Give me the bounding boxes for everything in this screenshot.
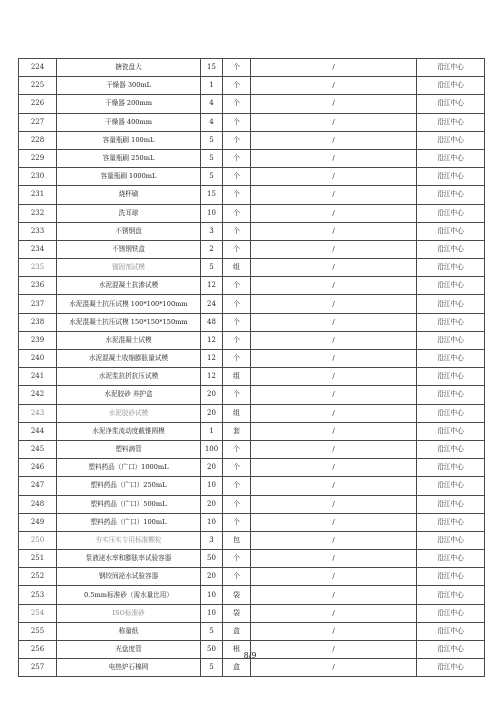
item-name: 塑料药品（广口）100mL <box>57 513 201 531</box>
item-name: 水泥胶砂试模 <box>57 404 201 422</box>
table-row <box>19 495 485 513</box>
item-name: 泵液泌水率和膨胀率试验容器 <box>57 550 201 568</box>
item-quantity: 5 <box>201 622 223 640</box>
row-number: 247 <box>19 477 57 495</box>
item-name: 光盘度管 <box>57 641 201 659</box>
item-unit: 个 <box>223 95 251 113</box>
row-number: 234 <box>19 240 57 258</box>
table-row <box>19 459 485 477</box>
row-number: 238 <box>19 313 57 331</box>
item-location: 沿江中心 <box>417 586 485 604</box>
item-remark: / <box>251 313 417 331</box>
table-row <box>19 186 485 204</box>
item-quantity: 10 <box>201 513 223 531</box>
table-row <box>19 168 485 186</box>
row-number: 255 <box>19 622 57 640</box>
row-number: 239 <box>19 331 57 349</box>
table-row <box>19 313 485 331</box>
item-quantity: 20 <box>201 495 223 513</box>
item-name: 水泥浆抗折抗压试模 <box>57 368 201 386</box>
page-number: 8/9 <box>243 651 257 660</box>
item-unit: 个 <box>223 295 251 313</box>
item-remark: / <box>251 568 417 586</box>
item-quantity: 2 <box>201 240 223 258</box>
item-unit: 个 <box>223 204 251 222</box>
item-unit: 个 <box>223 477 251 495</box>
item-remark: / <box>251 495 417 513</box>
row-number: 243 <box>19 404 57 422</box>
table-row <box>19 259 485 277</box>
equipment-table <box>18 58 485 677</box>
item-unit: 个 <box>223 513 251 531</box>
item-unit: 个 <box>223 313 251 331</box>
table-row <box>19 149 485 167</box>
item-quantity: 15 <box>201 59 223 77</box>
item-unit: 包 <box>223 531 251 549</box>
item-remark: / <box>251 659 417 677</box>
item-remark: / <box>251 350 417 368</box>
item-name: 洗耳球 <box>57 204 201 222</box>
item-quantity: 4 <box>201 113 223 131</box>
item-unit: 袋 <box>223 586 251 604</box>
table-row <box>19 331 485 349</box>
item-quantity: 5 <box>201 131 223 149</box>
item-quantity: 5 <box>201 149 223 167</box>
item-unit: 组 <box>223 404 251 422</box>
item-remark: / <box>251 168 417 186</box>
row-number: 231 <box>19 186 57 204</box>
item-remark: / <box>251 586 417 604</box>
item-name: 水泥混凝土收缩膨胀量试模 <box>57 350 201 368</box>
row-number: 253 <box>19 586 57 604</box>
item-location: 沿江中心 <box>417 604 485 622</box>
item-remark: / <box>251 459 417 477</box>
item-remark: / <box>251 59 417 77</box>
item-unit: 个 <box>223 77 251 95</box>
item-location: 沿江中心 <box>417 313 485 331</box>
item-quantity: 50 <box>201 550 223 568</box>
item-unit: 个 <box>223 550 251 568</box>
item-name: 锚固剂试模 <box>57 259 201 277</box>
item-remark: / <box>251 131 417 149</box>
item-quantity: 12 <box>201 368 223 386</box>
item-unit: 个 <box>223 113 251 131</box>
item-location: 沿江中心 <box>417 386 485 404</box>
item-name: 塑料药品（广口）250mL <box>57 477 201 495</box>
table-row <box>19 277 485 295</box>
table-row <box>19 531 485 549</box>
item-unit: 盒 <box>223 659 251 677</box>
item-remark: / <box>251 259 417 277</box>
row-number: 257 <box>19 659 57 677</box>
item-name: 干燥器 300mL <box>57 77 201 95</box>
item-name: 干燥器 400mm <box>57 113 201 131</box>
item-quantity: 15 <box>201 186 223 204</box>
item-location: 沿江中心 <box>417 422 485 440</box>
item-quantity: 20 <box>201 404 223 422</box>
table-row <box>19 77 485 95</box>
item-unit: 盒 <box>223 622 251 640</box>
item-name: 塑料滴管 <box>57 440 201 458</box>
item-location: 沿江中心 <box>417 95 485 113</box>
item-name: 0.5mm标准砂（需水量比用） <box>57 586 201 604</box>
item-quantity: 10 <box>201 586 223 604</box>
item-quantity: 50 <box>201 641 223 659</box>
table-row <box>19 113 485 131</box>
item-unit: 个 <box>223 277 251 295</box>
item-unit: 个 <box>223 495 251 513</box>
row-number: 250 <box>19 531 57 549</box>
item-location: 沿江中心 <box>417 77 485 95</box>
row-number: 254 <box>19 604 57 622</box>
row-number: 245 <box>19 440 57 458</box>
row-number: 236 <box>19 277 57 295</box>
item-quantity: 100 <box>201 440 223 458</box>
table-row <box>19 59 485 77</box>
item-name: 水泥净浆流动度截锥圆模 <box>57 422 201 440</box>
row-number: 235 <box>19 259 57 277</box>
item-location: 沿江中心 <box>417 550 485 568</box>
item-location: 沿江中心 <box>417 495 485 513</box>
item-location: 沿江中心 <box>417 186 485 204</box>
table-row <box>19 222 485 240</box>
item-location: 沿江中心 <box>417 477 485 495</box>
item-unit: 组 <box>223 368 251 386</box>
item-location: 沿江中心 <box>417 240 485 258</box>
item-remark: / <box>251 550 417 568</box>
item-location: 沿江中心 <box>417 368 485 386</box>
row-number: 249 <box>19 513 57 531</box>
item-location: 沿江中心 <box>417 659 485 677</box>
row-number: 227 <box>19 113 57 131</box>
item-location: 沿江中心 <box>417 168 485 186</box>
item-name: ISO标准砂 <box>57 604 201 622</box>
row-number: 230 <box>19 168 57 186</box>
item-location: 沿江中心 <box>417 295 485 313</box>
row-number: 242 <box>19 386 57 404</box>
item-name: 容量瓶刷 1000mL <box>57 168 201 186</box>
item-name: 不锈钢盘 <box>57 222 201 240</box>
table-row <box>19 422 485 440</box>
item-location: 沿江中心 <box>417 513 485 531</box>
item-quantity: 20 <box>201 459 223 477</box>
table-row <box>19 604 485 622</box>
item-quantity: 5 <box>201 168 223 186</box>
item-name: 塑料药品（广口）500mL <box>57 495 201 513</box>
row-number: 246 <box>19 459 57 477</box>
table-row <box>19 513 485 531</box>
item-unit: 个 <box>223 149 251 167</box>
item-quantity: 48 <box>201 313 223 331</box>
row-number: 240 <box>19 350 57 368</box>
item-unit: 套 <box>223 422 251 440</box>
item-remark: / <box>251 113 417 131</box>
item-location: 沿江中心 <box>417 277 485 295</box>
item-name: 塑料药品（广口）1000mL <box>57 459 201 477</box>
item-quantity: 5 <box>201 259 223 277</box>
item-remark: / <box>251 440 417 458</box>
item-quantity: 10 <box>201 204 223 222</box>
row-number: 248 <box>19 495 57 513</box>
item-quantity: 12 <box>201 331 223 349</box>
item-remark: / <box>251 386 417 404</box>
item-location: 沿江中心 <box>417 641 485 659</box>
item-location: 沿江中心 <box>417 531 485 549</box>
item-location: 沿江中心 <box>417 113 485 131</box>
row-number: 252 <box>19 568 57 586</box>
item-remark: / <box>251 222 417 240</box>
row-number: 256 <box>19 641 57 659</box>
item-name: 称量纸 <box>57 622 201 640</box>
table-row <box>19 622 485 640</box>
item-quantity: 10 <box>201 604 223 622</box>
item-remark: / <box>251 404 417 422</box>
row-number: 229 <box>19 149 57 167</box>
table-row <box>19 240 485 258</box>
row-number: 241 <box>19 368 57 386</box>
item-unit: 个 <box>223 240 251 258</box>
table-row <box>19 295 485 313</box>
table-row <box>19 659 485 677</box>
item-remark: / <box>251 186 417 204</box>
item-name: 干燥器 200mm <box>57 95 201 113</box>
item-location: 沿江中心 <box>417 259 485 277</box>
item-unit: 个 <box>223 331 251 349</box>
item-name: 水泥混凝土抗压试模 150*150*150mm <box>57 313 201 331</box>
item-remark: / <box>251 604 417 622</box>
item-quantity: 3 <box>201 531 223 549</box>
item-location: 沿江中心 <box>417 350 485 368</box>
item-remark: / <box>251 531 417 549</box>
item-name: 钢绞间泌水试验容器 <box>57 568 201 586</box>
item-unit: 个 <box>223 440 251 458</box>
table-row <box>19 568 485 586</box>
item-unit: 个 <box>223 386 251 404</box>
item-quantity: 1 <box>201 422 223 440</box>
item-remark: / <box>251 95 417 113</box>
item-location: 沿江中心 <box>417 622 485 640</box>
item-unit: 个 <box>223 459 251 477</box>
table-row <box>19 586 485 604</box>
item-name: 搪瓷盘大 <box>57 59 201 77</box>
table-row <box>19 440 485 458</box>
item-unit: 个 <box>223 59 251 77</box>
item-unit: 个 <box>223 350 251 368</box>
table-row <box>19 386 485 404</box>
row-number: 226 <box>19 95 57 113</box>
item-remark: / <box>251 149 417 167</box>
table-row <box>19 550 485 568</box>
item-remark: / <box>251 477 417 495</box>
equipment-table-body <box>19 59 485 677</box>
row-number: 237 <box>19 295 57 313</box>
item-remark: / <box>251 622 417 640</box>
row-number: 233 <box>19 222 57 240</box>
item-location: 沿江中心 <box>417 459 485 477</box>
item-name: 水泥胶砂 养护盒 <box>57 386 201 404</box>
item-unit: 个 <box>223 131 251 149</box>
item-quantity: 12 <box>201 277 223 295</box>
item-unit: 袋 <box>223 604 251 622</box>
item-name: 容量瓶刷 100mL <box>57 131 201 149</box>
item-name: 水泥混凝土抗压试模 100*100*100mm <box>57 295 201 313</box>
row-number: 224 <box>19 59 57 77</box>
item-quantity: 3 <box>201 222 223 240</box>
table-row <box>19 477 485 495</box>
item-remark: / <box>251 204 417 222</box>
item-quantity: 1 <box>201 77 223 95</box>
item-unit: 个 <box>223 222 251 240</box>
item-remark: / <box>251 331 417 349</box>
item-quantity: 20 <box>201 568 223 586</box>
item-unit: 个 <box>223 568 251 586</box>
row-number: 232 <box>19 204 57 222</box>
item-name: 不锈钢铁盒 <box>57 240 201 258</box>
item-remark: / <box>251 422 417 440</box>
item-remark: / <box>251 77 417 95</box>
item-remark: / <box>251 295 417 313</box>
item-unit: 个 <box>223 168 251 186</box>
item-location: 沿江中心 <box>417 568 485 586</box>
item-quantity: 10 <box>201 477 223 495</box>
item-quantity: 24 <box>201 295 223 313</box>
item-unit: 组 <box>223 259 251 277</box>
table-row <box>19 204 485 222</box>
item-quantity: 5 <box>201 659 223 677</box>
item-location: 沿江中心 <box>417 404 485 422</box>
table-row <box>19 95 485 113</box>
item-remark: / <box>251 513 417 531</box>
item-quantity: 20 <box>201 386 223 404</box>
item-name: 容量瓶刷 250mL <box>57 149 201 167</box>
equipment-table-container <box>18 58 485 677</box>
item-name: 水泥混凝土试模 <box>57 331 201 349</box>
item-remark: / <box>251 277 417 295</box>
item-name: 水泥混凝土抗渗试模 <box>57 277 201 295</box>
item-name: 夯实压实专用标准颗粒 <box>57 531 201 549</box>
item-remark: / <box>251 641 417 659</box>
row-number: 225 <box>19 77 57 95</box>
item-quantity: 12 <box>201 350 223 368</box>
row-number: 228 <box>19 131 57 149</box>
row-number: 244 <box>19 422 57 440</box>
item-location: 沿江中心 <box>417 440 485 458</box>
item-remark: / <box>251 240 417 258</box>
table-row <box>19 404 485 422</box>
item-name: 烧杯刷 <box>57 186 201 204</box>
item-quantity: 4 <box>201 95 223 113</box>
table-row <box>19 131 485 149</box>
item-name: 电热炉石棉网 <box>57 659 201 677</box>
item-unit: 个 <box>223 186 251 204</box>
table-row <box>19 368 485 386</box>
item-location: 沿江中心 <box>417 222 485 240</box>
item-location: 沿江中心 <box>417 331 485 349</box>
table-row <box>19 350 485 368</box>
item-location: 沿江中心 <box>417 204 485 222</box>
item-location: 沿江中心 <box>417 149 485 167</box>
item-unit: 根 <box>223 641 251 659</box>
row-number: 251 <box>19 550 57 568</box>
item-location: 沿江中心 <box>417 59 485 77</box>
item-remark: / <box>251 368 417 386</box>
item-location: 沿江中心 <box>417 131 485 149</box>
